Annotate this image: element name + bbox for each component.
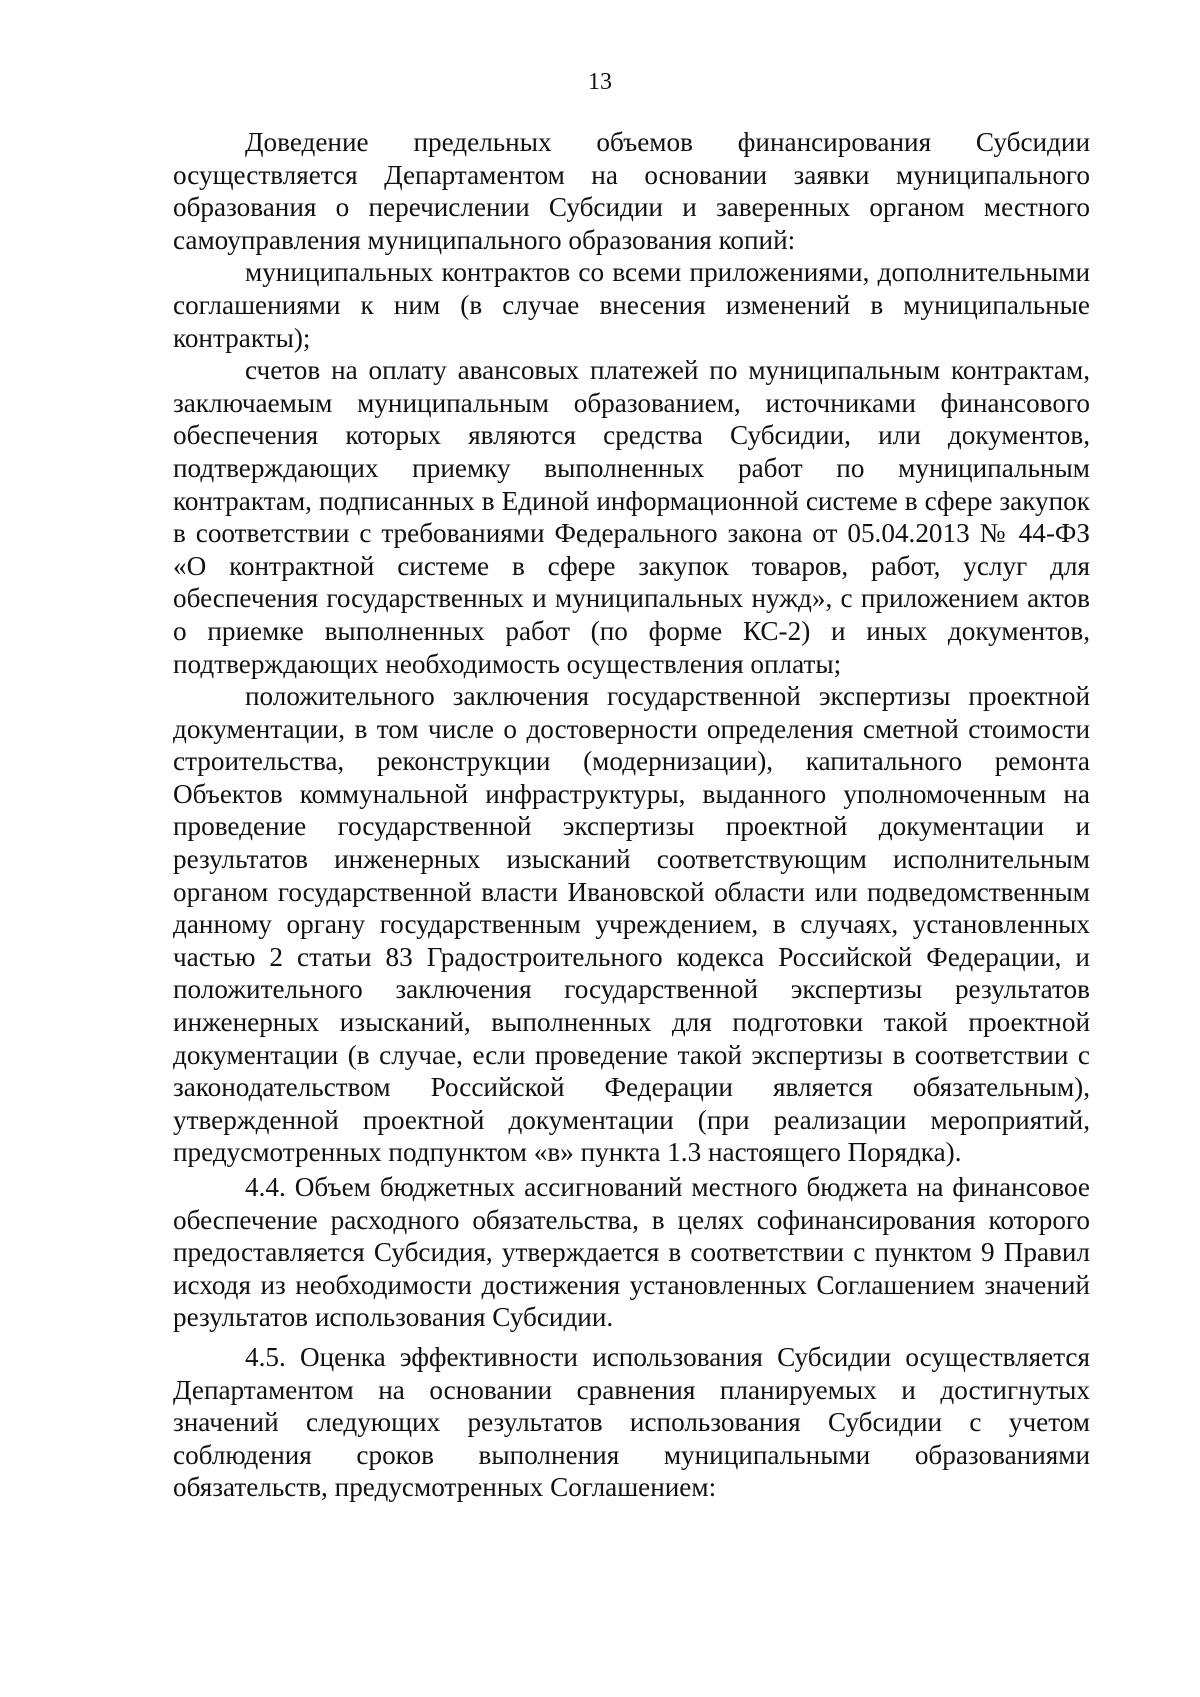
- page-number: 13: [588, 69, 612, 95]
- paragraph-subsidy-financing: Доведение предельных объемов финансирования Субсидии осуществляется Департаментом на основании заявки муниципального образования о перечислении Субсидии и заверенных органом местного самоуправления муниципального образования копий:: [173, 127, 1090, 255]
- paragraph-section-4-5: 4.5. Оценка эффективности использования Субсидии осуществляется Департаментом на основании сравнения планируемых и достигнутых значений следующих результатов использования Субсидии с учетом соблюдения сроков выполнения муниципальными образованиями обязательств, предусмотренных Соглашением:: [173, 1341, 1090, 1503]
- document-body: [173, 126, 1090, 1504]
- paragraph-municipal-contracts: муниципальных контрактов со всеми приложениями, дополнительными соглашениями к ним (в случае внесения изменений в муниципальные контракты);: [173, 257, 1090, 353]
- paragraph-state-expertise: положительного заключения государственной экспертизы проектной документации, в том числе о достоверности определения сметной стоимости строительства, реконструкции (модернизации), капитального ремонта Объектов коммунальной инфраструктуры, выданного уполномоченным на проведение государственной экспертизы проектной документации и результатов инженерных изысканий соответствующим исполнительным органом государственной власти Ивановской области или подведомственным данному органу государственным учреждением, в случаях, установленных частью 2 статьи 83 Градостроительного кодекса Российской Федерации, и положительного заключения государственной экспертизы результатов инженерных изысканий, выполненных для подготовки такой проектной документации (в случае, если проведение такой экспертизы в соответствии с законодательством Российской Федерации является обязательным), утвержденной проектной документации (при реализации мероприятий, предусмотренных подпунктом «в» пункта 1.3 настоящего Порядка).: [173, 681, 1090, 1168]
- paragraph-advance-payment-invoices: счетов на оплату авансовых платежей по муниципальным контрактам, заключаемым муниципальным образованием, источниками финансового обеспечения которых являются средства Субсидии, или документов, подтверждающих приемку выполненных работ по муниципальным контрактам, подписанных в Единой информационной системе в сфере закупок в соответствии с требованиями Федерального закона от 05.04.2013 № 44-ФЗ «О контрактной системе в сфере закупок товаров, работ, услуг для обеспечения государственных и муниципальных нужд», с приложением актов о приемке выполненных работ (по форме КС-2) и иных документов, подтверждающих необходимость осуществления оплаты;: [173, 355, 1090, 679]
- paragraph-section-4-4: 4.4. Объем бюджетных ассигнований местного бюджета на финансовое обеспечение расходного обязательства, в целях софинансирования которого предоставляется Субсидия, утверждается в соответствии с пунктом 9 Правил исходя из необходимости достижения установленных Соглашением значений результатов использования Субсидии.: [173, 1172, 1090, 1333]
